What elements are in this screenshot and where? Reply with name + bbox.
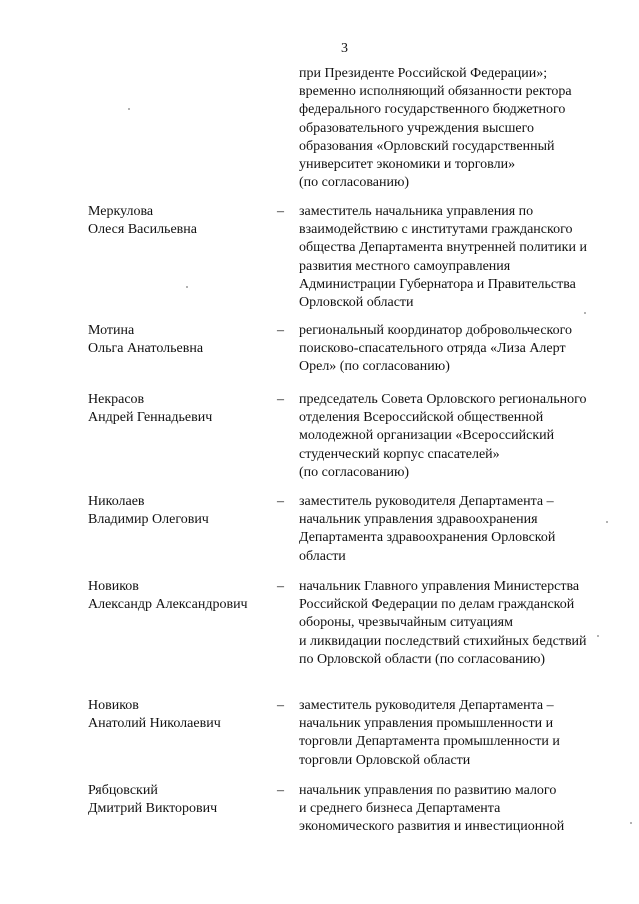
member-given-names: Андрей Геннадьевич bbox=[88, 410, 213, 426]
text-line: заместитель руководителя Департамента – bbox=[299, 698, 554, 713]
text-line: при Президенте Российской Федерации»; bbox=[299, 66, 548, 81]
text-line: Администрации Губернатора и Правительства bbox=[299, 276, 576, 292]
text-line: региональный координатор добровольческого bbox=[299, 323, 573, 338]
scan-speck bbox=[606, 521, 608, 523]
text-line: заместитель начальника управления по bbox=[299, 204, 534, 219]
scan-speck bbox=[597, 635, 599, 637]
scan-speck bbox=[584, 312, 586, 314]
text-line: обороны, чрезвычайным ситуациям bbox=[299, 615, 513, 631]
dash-separator: – bbox=[277, 204, 284, 219]
member-given-names: Анатолий Николаевич bbox=[88, 716, 221, 732]
member-given-names: Дмитрий Викторович bbox=[88, 801, 218, 817]
member-position bbox=[299, 782, 617, 837]
text-line: (по согласованию) bbox=[299, 464, 410, 480]
continuation-text bbox=[299, 65, 619, 192]
text-line: Орловской области bbox=[299, 295, 414, 311]
text-line: начальник управления промышленности и bbox=[299, 716, 554, 732]
text-line: по Орловской области (по согласованию) bbox=[299, 651, 546, 667]
text-line: общества Департамента внутренней политики и bbox=[299, 240, 587, 256]
member-name bbox=[88, 578, 278, 614]
member-surname: Некрасов bbox=[88, 392, 145, 407]
member-name bbox=[88, 697, 278, 733]
member-surname: Меркулова bbox=[88, 204, 154, 219]
text-line: временно исполняющий обязанности ректора bbox=[299, 84, 572, 100]
text-line: взаимодействию с институтами гражданского bbox=[299, 222, 573, 238]
member-given-names: Олеся Васильевна bbox=[88, 222, 197, 238]
member-name bbox=[88, 782, 278, 818]
text-line: заместитель руководителя Департамента – bbox=[299, 494, 554, 509]
text-line: Российской Федерации по делам гражданской bbox=[299, 597, 575, 613]
text-line: студенческий корпус спасателей» bbox=[299, 446, 500, 462]
text-line: университет экономики и торговли» bbox=[299, 157, 516, 173]
text-line: Орел» (по согласованию) bbox=[299, 359, 450, 375]
text-line: председатель Совета Орловского регионального bbox=[299, 392, 587, 407]
text-line: начальник управления здравоохранения bbox=[299, 512, 538, 528]
dash-separator: – bbox=[277, 698, 284, 713]
member-given-names: Ольга Анатольевна bbox=[88, 341, 204, 357]
member-surname: Мотина bbox=[88, 323, 135, 338]
member-position bbox=[299, 493, 617, 566]
text-line: отделения Всероссийской общественной bbox=[299, 410, 544, 426]
member-given-names: Владимир Олегович bbox=[88, 512, 209, 528]
text-line: торговли Орловской области bbox=[299, 752, 471, 768]
member-name bbox=[88, 322, 278, 358]
member-name bbox=[88, 203, 278, 239]
scan-speck bbox=[128, 108, 130, 110]
scan-speck bbox=[630, 822, 632, 824]
text-line: федерального государственного бюджетного bbox=[299, 102, 566, 118]
text-line: образования «Орловский государственный bbox=[299, 138, 555, 154]
member-name bbox=[88, 493, 278, 529]
text-line: развития местного самоуправления bbox=[299, 258, 511, 274]
member-position bbox=[299, 578, 617, 669]
text-line: Департамента здравоохранения Орловской bbox=[299, 530, 556, 546]
member-surname: Новиков bbox=[88, 579, 139, 594]
member-given-names: Александр Александрович bbox=[88, 597, 248, 613]
member-position bbox=[299, 391, 617, 482]
dash-separator: – bbox=[277, 783, 284, 798]
dash-separator: – bbox=[277, 392, 284, 407]
member-position bbox=[299, 697, 617, 770]
text-line: и среднего бизнеса Департамента bbox=[299, 801, 501, 817]
dash-separator: – bbox=[277, 494, 284, 509]
dash-separator: – bbox=[277, 579, 284, 594]
text-line: экономического развития и инвестиционной bbox=[299, 819, 565, 835]
text-line: и ликвидации последствий стихийных бедствий bbox=[299, 633, 587, 649]
member-position bbox=[299, 203, 617, 312]
page-number: 3 bbox=[341, 41, 348, 56]
scan-speck bbox=[186, 286, 188, 288]
text-line: (по согласованию) bbox=[299, 175, 410, 191]
text-line: образовательного учреждения высшего bbox=[299, 120, 534, 136]
member-surname: Николаев bbox=[88, 494, 145, 509]
text-line: поисково-спасательного отряда «Лиза Алерт bbox=[299, 341, 566, 357]
member-name bbox=[88, 391, 278, 427]
text-line: начальник управления по развитию малого bbox=[299, 783, 557, 798]
text-line: области bbox=[299, 548, 346, 564]
member-surname: Новиков bbox=[88, 698, 139, 713]
member-position bbox=[299, 322, 617, 377]
text-line: начальник Главного управления Министерства bbox=[299, 579, 580, 594]
text-line: молодежной организации «Всероссийский bbox=[299, 428, 555, 444]
member-surname: Рябцовский bbox=[88, 783, 158, 798]
text-line: торговли Департамента промышленности и bbox=[299, 734, 560, 750]
dash-separator: – bbox=[277, 323, 284, 338]
